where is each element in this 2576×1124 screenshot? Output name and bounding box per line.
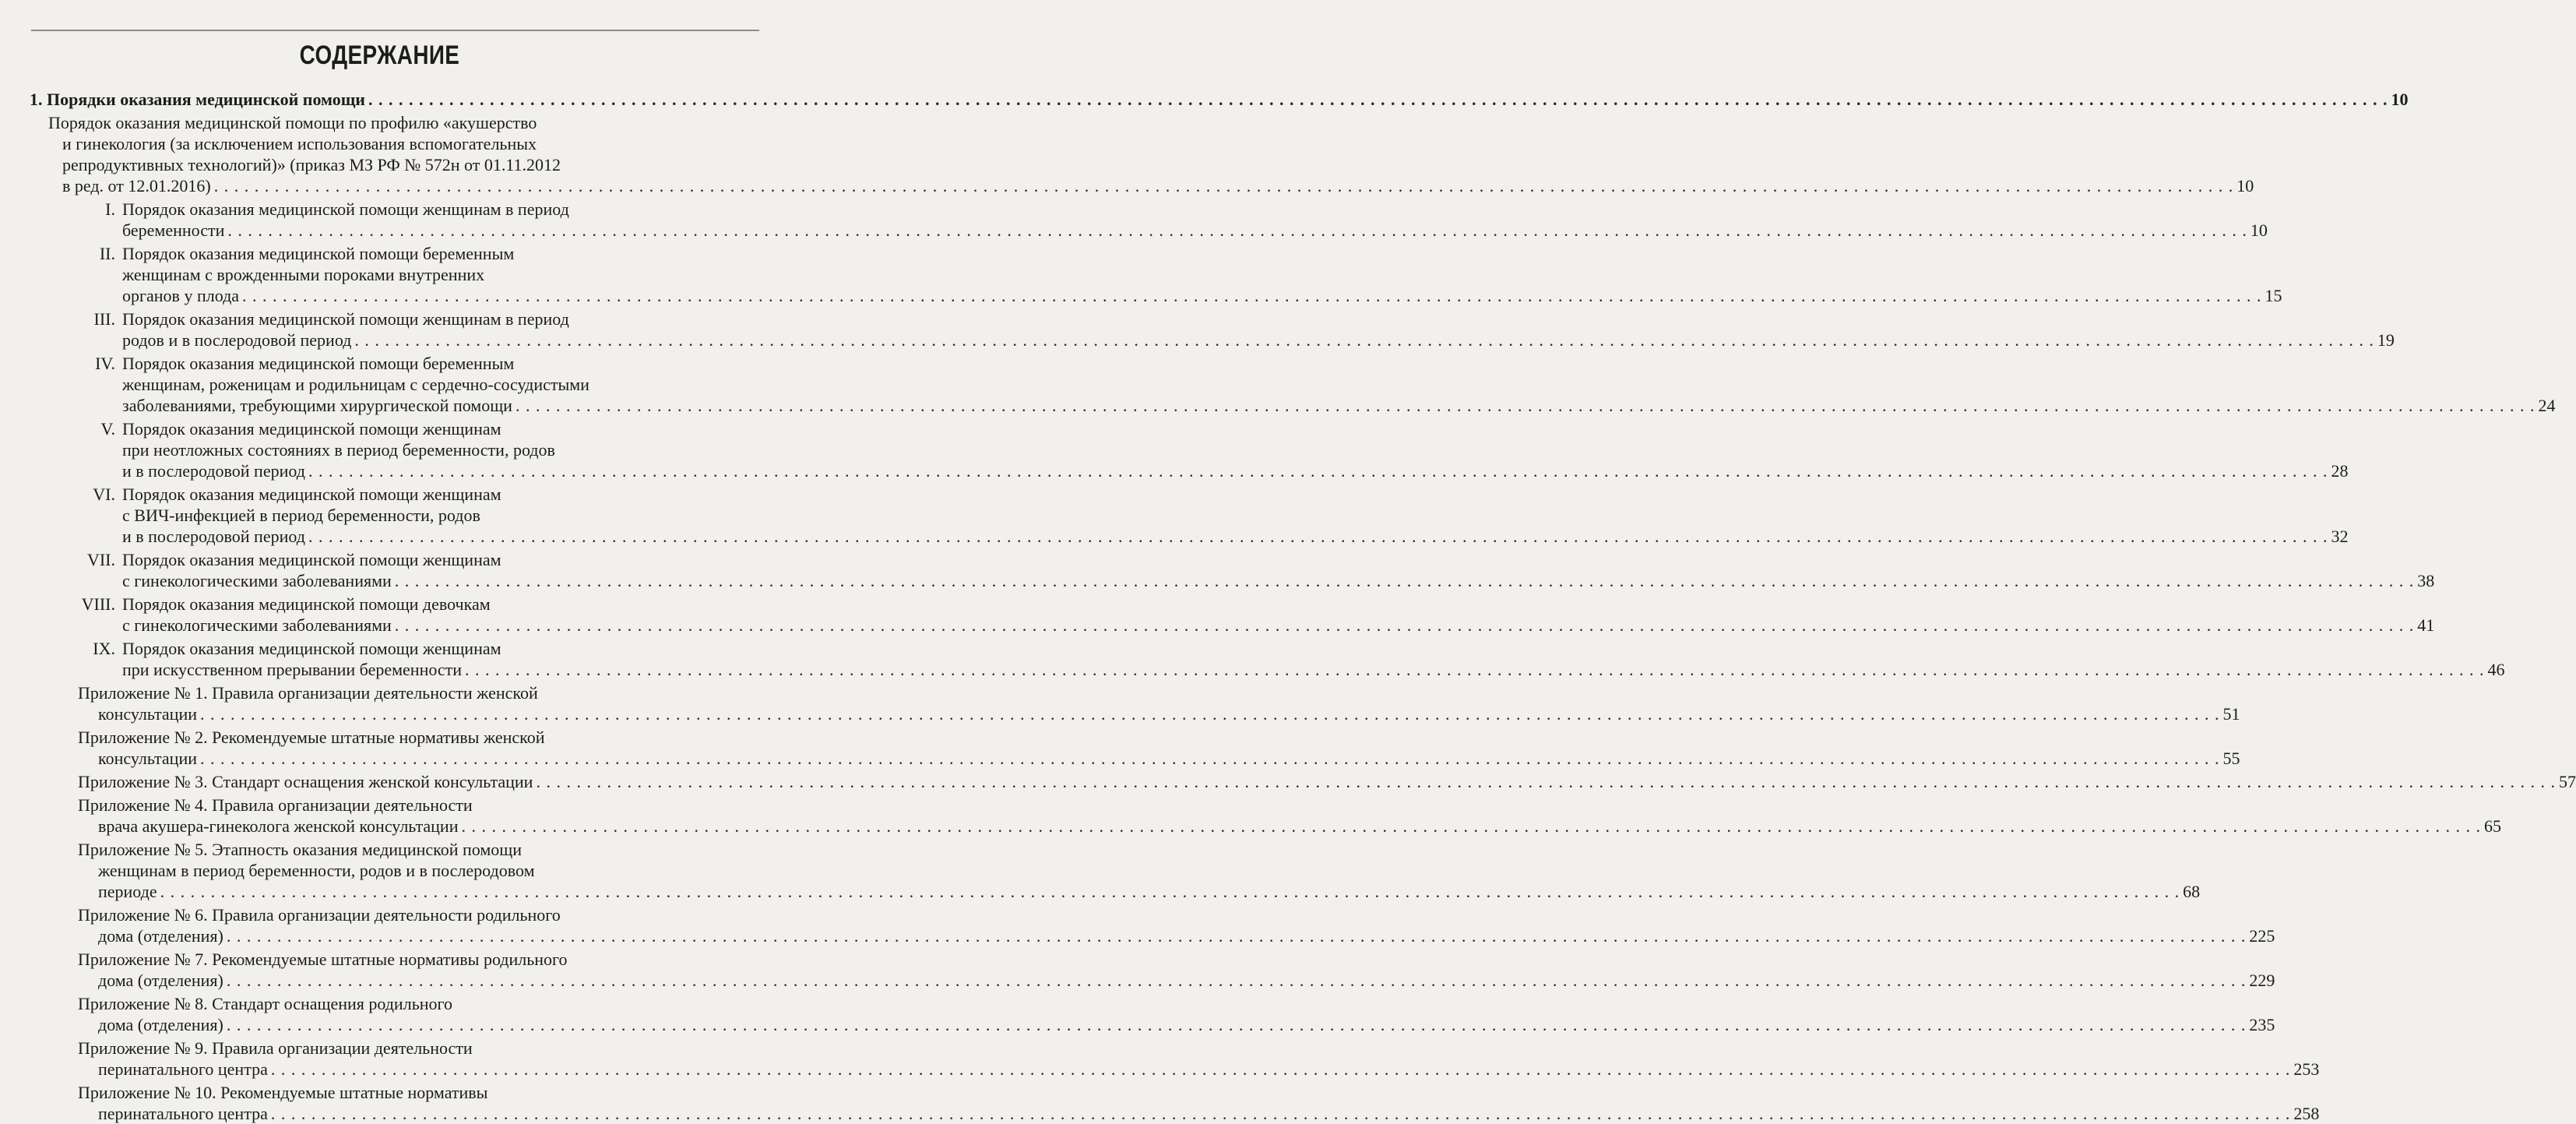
toc-page-number: 258 bbox=[2293, 1104, 2320, 1123]
toc-leader-dots: . . . . . . . . . . . . . . . . . . . . . . . . . . . . . . . . . . . . . . . . . . . . . . . . . . . . . . . . . . . . . . . . . . . . . . . . . . . . . . . . . . . . . . . . . . . . . . . . . . . . . . . . . . . . . . . . . . . . . . . . . . . . . . . . . . . . . . . . . . . . . . . . . . . . . . . . . . . . . . . . . . . . . . . . . . . . . . . . . . . . . . . . . . . . . . . . . . . . . . . . bbox=[200, 704, 2220, 724]
toc-page-number: 10 bbox=[2236, 176, 2254, 196]
toc-leader-dots: . . . . . . . . . . . . . . . . . . . . . . . . . . . . . . . . . . . . . . . . . . . . . . . . . . . . . . . . . . . . . . . . . . . . . . . . . . . . . . . . . . . . . . . . . . . . . . . . . . . . . . . . . . . . . . . . . . . . . . . . . . . . . . . . . . . . . . . . . . . . . . . . . . . . . . . . . . . . . . . . . . . . . . . . . . . . . . . . . . . . . . . . . . . . . . . . . . . . . . . . bbox=[515, 396, 2536, 415]
toc-entry-number: IV. bbox=[95, 354, 115, 373]
toc-entry bbox=[78, 771, 2576, 792]
toc-entry bbox=[0, 243, 2282, 306]
toc-entry-text: беременности bbox=[122, 220, 225, 240]
toc-entry-text: Приложение № 7. Рекомендуемые штатные нормативы родильного bbox=[78, 950, 568, 969]
toc-entry-text: женщинам в период беременности, родов и в послеродовом bbox=[98, 861, 535, 880]
toc-page-number: 32 bbox=[2331, 527, 2349, 546]
toc-entry-text: Порядок оказания медицинской помощи девочкам bbox=[122, 594, 491, 614]
toc-page-number: 235 bbox=[2249, 1015, 2275, 1034]
toc-entry-text: Порядок оказания медицинской помощи женщинам bbox=[122, 484, 501, 504]
toc-page-number: 10 bbox=[2391, 90, 2409, 109]
toc-entry-text: женщинам, роженицам и родильницам с сердечно-сосудистыми bbox=[122, 375, 589, 394]
toc-entry bbox=[78, 949, 2275, 991]
toc-leader-dots: . . . . . . . . . . . . . . . . . . . . . . . . . . . . . . . . . . . . . . . . . . . . . . . . . . . . . . . . . . . . . . . . . . . . . . . . . . . . . . . . . . . . . . . . . . . . . . . . . . . . . . . . . . . . . . . . . . . . . . . . . . . . . . . . . . . . . . . . . . . . . . . . . . . . . . . . . . . . . . . . . . . . . . . . . . . . . . . . . . . . . . . . . . . . . . . . . . . . . . . . bbox=[200, 749, 2220, 768]
toc-entry-text: с гинекологическими заболеваниями bbox=[122, 571, 392, 590]
toc-entry-text: родов и в послеродовой период bbox=[122, 330, 352, 350]
toc-entry-number: V. bbox=[100, 419, 115, 439]
toc-entry-text: Порядок оказания медицинской помощи по профилю «акушерство bbox=[48, 113, 537, 132]
toc-leader-dots: . . . . . . . . . . . . . . . . . . . . . . . . . . . . . . . . . . . . . . . . . . . . . . . . . . . . . . . . . . . . . . . . . . . . . . . . . . . . . . . . . . . . . . . . . . . . . . . . . . . . . . . . . . . . . . . . . . . . . . . . . . . . . . . . . . . . . . . . . . . . . . . . . . . . . . . . . . . . . . . . . . . . . . . . . . . . . . . . . . . . . . . . . . . . . . . . . . . . . . . . bbox=[270, 1059, 2291, 1079]
toc-entry-text: Приложение № 2. Рекомендуемые штатные нормативы женской bbox=[78, 728, 545, 747]
toc-entry-text: дома (отделения) bbox=[98, 1015, 223, 1034]
toc-entry-text: 1. Порядки оказания медицинской помощи bbox=[30, 90, 365, 109]
table-of-contents bbox=[0, 89, 2576, 1124]
toc-entry-text: в ред. от 12.01.2016) bbox=[62, 176, 211, 196]
toc-entry bbox=[0, 484, 2349, 547]
toc-entry-text: Приложение № 6. Правила организации деятельности родильного bbox=[78, 905, 561, 925]
toc-entry bbox=[78, 1038, 2320, 1080]
toc-leader-dots: . . . . . . . . . . . . . . . . . . . . . . . . . . . . . . . . . . . . . . . . . . . . . . . . . . . . . . . . . . . . . . . . . . . . . . . . . . . . . . . . . . . . . . . . . . . . . . . . . . . . . . . . . . . . . . . . . . . . . . . . . . . . . . . . . . . . . . . . . . . . . . . . . . . . . . . . . . . . . . . . . . . . . . . . . . . . . . . . . . . . . . . . . . . . . . . . . . . . . . . . bbox=[226, 926, 2247, 946]
toc-entry bbox=[78, 1082, 2320, 1124]
toc-entry-text: дома (отделения) bbox=[98, 971, 223, 990]
toc-page-number: 28 bbox=[2331, 461, 2349, 481]
toc-leader-dots: . . . . . . . . . . . . . . . . . . . . . . . . . . . . . . . . . . . . . . . . . . . . . . . . . . . . . . . . . . . . . . . . . . . . . . . . . . . . . . . . . . . . . . . . . . . . . . . . . . . . . . . . . . . . . . . . . . . . . . . . . . . . . . . . . . . . . . . . . . . . . . . . . . . . . . . . . . . . . . . . . . . . . . . . . . . . . . . . . . . . . . . . . . . . . . . . . . . . . . . . bbox=[226, 1015, 2247, 1034]
toc-entry-number: VII. bbox=[86, 550, 115, 569]
toc-entry-text: Приложение № 9. Правила организации деятельности bbox=[78, 1038, 473, 1058]
toc-leader-dots: . . . . . . . . . . . . . . . . . . . . . . . . . . . . . . . . . . . . . . . . . . . . . . . . . . . . . . . . . . . . . . . . . . . . . . . . . . . . . . . . . . . . . . . . . . . . . . . . . . . . . . . . . . . . . . . . . . . . . . . . . . . . . . . . . . . . . . . . . . . . . . . . . . . . . . . . . . . . . . . . . . . . . . . . . . . . . . . . . . . . . . . . . . . . . . . . . . . . . . . . bbox=[368, 90, 2388, 109]
toc-leader-dots: . . . . . . . . . . . . . . . . . . . . . . . . . . . . . . . . . . . . . . . . . . . . . . . . . . . . . . . . . . . . . . . . . . . . . . . . . . . . . . . . . . . . . . . . . . . . . . . . . . . . . . . . . . . . . . . . . . . . . . . . . . . . . . . . . . . . . . . . . . . . . . . . . . . . . . . . . . . . . . . . . . . . . . . . . . . . . . . . . . . . . . . . . . . . . . . . . . . . . . . . bbox=[536, 772, 2556, 791]
toc-page-number: 65 bbox=[2483, 816, 2501, 836]
toc-entry-text: Порядок оказания медицинской помощи женщинам bbox=[122, 419, 501, 439]
toc-entry bbox=[0, 418, 2349, 481]
toc-entry bbox=[0, 308, 2395, 351]
toc-entry-text: Порядок оказания медицинской помощи женщинам bbox=[122, 550, 501, 569]
toc-page-number: 24 bbox=[2538, 396, 2556, 415]
toc-entry-text: Порядок оказания медицинской помощи женщинам bbox=[122, 639, 501, 658]
toc-entry-text: Порядок оказания медицинской помощи женщинам в период bbox=[122, 309, 569, 329]
toc-entry-text: при искусственном прерывании беременности bbox=[122, 660, 463, 679]
toc-entry-text: и гинекология (за исключением использования вспомогательных bbox=[62, 134, 537, 153]
toc-entry-text: Приложение № 1. Правила организации деятельности женской bbox=[78, 683, 538, 703]
toc-leader-dots: . . . . . . . . . . . . . . . . . . . . . . . . . . . . . . . . . . . . . . . . . . . . . . . . . . . . . . . . . . . . . . . . . . . . . . . . . . . . . . . . . . . . . . . . . . . . . . . . . . . . . . . . . . . . . . . . . . . . . . . . . . . . . . . . . . . . . . . . . . . . . . . . . . . . . . . . . . . . . . . . . . . . . . . . . . . . . . . . . . . . . . . . . . . . . . . . . . . . . . . . bbox=[308, 527, 2328, 546]
toc-entry bbox=[78, 682, 2240, 724]
toc-page-number: 253 bbox=[2293, 1059, 2320, 1079]
toc-entry bbox=[78, 993, 2275, 1035]
toc-entry bbox=[78, 839, 2201, 902]
toc-entry-text: органов у плода bbox=[122, 286, 240, 305]
toc-leader-dots: . . . . . . . . . . . . . . . . . . . . . . . . . . . . . . . . . . . . . . . . . . . . . . . . . . . . . . . . . . . . . . . . . . . . . . . . . . . . . . . . . . . . . . . . . . . . . . . . . . . . . . . . . . . . . . . . . . . . . . . . . . . . . . . . . . . . . . . . . . . . . . . . . . . . . . . . . . . . . . . . . . . . . . . . . . . . . . . . . . . . . . . . . . . . . . . . . . . . . . . . bbox=[394, 571, 2415, 590]
toc-entry-number: I. bbox=[105, 199, 115, 219]
toc-entry-text: перинатального центра bbox=[98, 1059, 268, 1079]
toc-entry bbox=[0, 638, 2505, 680]
toc-leader-dots: . . . . . . . . . . . . . . . . . . . . . . . . . . . . . . . . . . . . . . . . . . . . . . . . . . . . . . . . . . . . . . . . . . . . . . . . . . . . . . . . . . . . . . . . . . . . . . . . . . . . . . . . . . . . . . . . . . . . . . . . . . . . . . . . . . . . . . . . . . . . . . . . . . . . . . . . . . . . . . . . . . . . . . . . . . . . . . . . . . . . . . . . . . . . . . . . . . . . . . . . bbox=[461, 816, 2481, 836]
toc-leader-dots: . . . . . . . . . . . . . . . . . . . . . . . . . . . . . . . . . . . . . . . . . . . . . . . . . . . . . . . . . . . . . . . . . . . . . . . . . . . . . . . . . . . . . . . . . . . . . . . . . . . . . . . . . . . . . . . . . . . . . . . . . . . . . . . . . . . . . . . . . . . . . . . . . . . . . . . . . . . . . . . . . . . . . . . . . . . . . . . . . . . . . . . . . . . . . . . . . . . . . . . . bbox=[227, 220, 2247, 240]
toc-entry-number: III. bbox=[93, 309, 115, 329]
toc-entry-text: с ВИЧ-инфекцией в период беременности, родов bbox=[122, 506, 480, 525]
toc-entry-text: и в послеродовой период bbox=[122, 527, 305, 546]
toc-entry-text: Приложение № 4. Правила организации деятельности bbox=[78, 795, 473, 815]
toc-leader-dots: . . . . . . . . . . . . . . . . . . . . . . . . . . . . . . . . . . . . . . . . . . . . . . . . . . . . . . . . . . . . . . . . . . . . . . . . . . . . . . . . . . . . . . . . . . . . . . . . . . . . . . . . . . . . . . . . . . . . . . . . . . . . . . . . . . . . . . . . . . . . . . . . . . . . . . . . . . . . . . . . . . . . . . . . . . . . . . . . . . . . . . . . . . . . . . . . . . . . . . . . bbox=[270, 1104, 2291, 1123]
header-rule bbox=[31, 30, 759, 31]
toc-entry-text: репродуктивных технологий)» (приказ МЗ РФ № 572н от 01.11.2012 bbox=[62, 155, 561, 174]
toc-leader-dots: . . . . . . . . . . . . . . . . . . . . . . . . . . . . . . . . . . . . . . . . . . . . . . . . . . . . . . . . . . . . . . . . . . . . . . . . . . . . . . . . . . . . . . . . . . . . . . . . . . . . . . . . . . . . . . . . . . . . . . . . . . . . . . . . . . . . . . . . . . . . . . . . . . . . . . . . . . . . . . . . . . . . . . . . . . . . . . . . . . . . . . . . . . . . . . . . . . . . . . . . bbox=[354, 330, 2374, 350]
toc-entry bbox=[48, 112, 2254, 196]
toc-page-number: 15 bbox=[2265, 286, 2282, 305]
toc-leader-dots: . . . . . . . . . . . . . . . . . . . . . . . . . . . . . . . . . . . . . . . . . . . . . . . . . . . . . . . . . . . . . . . . . . . . . . . . . . . . . . . . . . . . . . . . . . . . . . . . . . . . . . . . . . . . . . . . . . . . . . . . . . . . . . . . . . . . . . . . . . . . . . . . . . . . . . . . . . . . . . . . . . . . . . . . . . . . . . . . . . . . . . . . . . . . . . . . . . . . . . . . bbox=[160, 882, 2180, 901]
toc-entry-text: заболеваниями, требующими хирургической помощи bbox=[122, 396, 512, 415]
toc-page-number: 229 bbox=[2249, 971, 2275, 990]
toc-leader-dots: . . . . . . . . . . . . . . . . . . . . . . . . . . . . . . . . . . . . . . . . . . . . . . . . . . . . . . . . . . . . . . . . . . . . . . . . . . . . . . . . . . . . . . . . . . . . . . . . . . . . . . . . . . . . . . . . . . . . . . . . . . . . . . . . . . . . . . . . . . . . . . . . . . . . . . . . . . . . . . . . . . . . . . . . . . . . . . . . . . . . . . . . . . . . . . . . . . . . . . . . bbox=[213, 176, 2234, 196]
toc-entry-text: консультации bbox=[98, 704, 197, 724]
toc-entry-text: дома (отделения) bbox=[98, 926, 223, 946]
toc-entry-text: с гинекологическими заболеваниями bbox=[122, 615, 392, 635]
toc-entry-text: Приложение № 5. Этапность оказания медицинской помощи bbox=[78, 840, 522, 859]
toc-entry-number: II. bbox=[99, 244, 115, 263]
toc-entry bbox=[0, 549, 2435, 591]
toc-leader-dots: . . . . . . . . . . . . . . . . . . . . . . . . . . . . . . . . . . . . . . . . . . . . . . . . . . . . . . . . . . . . . . . . . . . . . . . . . . . . . . . . . . . . . . . . . . . . . . . . . . . . . . . . . . . . . . . . . . . . . . . . . . . . . . . . . . . . . . . . . . . . . . . . . . . . . . . . . . . . . . . . . . . . . . . . . . . . . . . . . . . . . . . . . . . . . . . . . . . . . . . . bbox=[242, 286, 2262, 305]
toc-entry-number: VIII. bbox=[81, 594, 115, 614]
toc-entry bbox=[0, 353, 2556, 416]
toc-page-number: 38 bbox=[2417, 571, 2435, 590]
toc-leader-dots: . . . . . . . . . . . . . . . . . . . . . . . . . . . . . . . . . . . . . . . . . . . . . . . . . . . . . . . . . . . . . . . . . . . . . . . . . . . . . . . . . . . . . . . . . . . . . . . . . . . . . . . . . . . . . . . . . . . . . . . . . . . . . . . . . . . . . . . . . . . . . . . . . . . . . . . . . . . . . . . . . . . . . . . . . . . . . . . . . . . . . . . . . . . . . . . . . . . . . . . . bbox=[226, 971, 2247, 990]
toc-entry-text: Порядок оказания медицинской помощи женщинам в период bbox=[122, 199, 569, 219]
toc-leader-dots: . . . . . . . . . . . . . . . . . . . . . . . . . . . . . . . . . . . . . . . . . . . . . . . . . . . . . . . . . . . . . . . . . . . . . . . . . . . . . . . . . . . . . . . . . . . . . . . . . . . . . . . . . . . . . . . . . . . . . . . . . . . . . . . . . . . . . . . . . . . . . . . . . . . . . . . . . . . . . . . . . . . . . . . . . . . . . . . . . . . . . . . . . . . . . . . . . . . . . . . . bbox=[308, 461, 2328, 481]
toc-entry-text: при неотложных состояниях в период беременности, родов bbox=[122, 440, 555, 460]
toc-page-number: 68 bbox=[2183, 882, 2201, 901]
toc-entry-text: врача акушера-гинеколога женской консультации bbox=[98, 816, 459, 836]
toc-entry bbox=[0, 199, 2268, 241]
toc-leader-dots: . . . . . . . . . . . . . . . . . . . . . . . . . . . . . . . . . . . . . . . . . . . . . . . . . . . . . . . . . . . . . . . . . . . . . . . . . . . . . . . . . . . . . . . . . . . . . . . . . . . . . . . . . . . . . . . . . . . . . . . . . . . . . . . . . . . . . . . . . . . . . . . . . . . . . . . . . . . . . . . . . . . . . . . . . . . . . . . . . . . . . . . . . . . . . . . . . . . . . . . . bbox=[394, 615, 2415, 635]
toc-entry-text: периоде bbox=[98, 882, 157, 901]
toc-entry-text: Порядок оказания медицинской помощи беременным bbox=[122, 354, 515, 373]
toc-entry-text: и в послеродовой период bbox=[122, 461, 305, 481]
toc-entry bbox=[78, 904, 2275, 946]
toc-entry bbox=[78, 727, 2240, 769]
toc-entry-text: Приложение № 8. Стандарт оснащения родильного bbox=[78, 994, 452, 1013]
toc-entry-number: VI. bbox=[93, 484, 115, 504]
toc-leader-dots: . . . . . . . . . . . . . . . . . . . . . . . . . . . . . . . . . . . . . . . . . . . . . . . . . . . . . . . . . . . . . . . . . . . . . . . . . . . . . . . . . . . . . . . . . . . . . . . . . . . . . . . . . . . . . . . . . . . . . . . . . . . . . . . . . . . . . . . . . . . . . . . . . . . . . . . . . . . . . . . . . . . . . . . . . . . . . . . . . . . . . . . . . . . . . . . . . . . . . . . . bbox=[465, 660, 2485, 679]
toc-entry-text: консультации bbox=[98, 749, 197, 768]
toc-entry-text: Приложение № 3. Стандарт оснащения женской консультации bbox=[78, 772, 533, 791]
toc-page-number: 57 bbox=[2558, 772, 2576, 791]
toc-entry bbox=[0, 594, 2435, 636]
toc-entry bbox=[30, 89, 2409, 110]
toc-entry-text: женщинам с врожденными пороками внутренних bbox=[122, 265, 485, 284]
toc-page-number: 19 bbox=[2377, 330, 2395, 350]
toc-page-number: 10 bbox=[2250, 220, 2268, 240]
page-title: СОДЕРЖАНИЕ bbox=[299, 41, 460, 70]
toc-entry-text: Порядок оказания медицинской помощи беременным bbox=[122, 244, 515, 263]
toc-entry-text: перинатального центра bbox=[98, 1104, 268, 1123]
toc-page-number: 51 bbox=[2222, 704, 2240, 724]
toc-entry bbox=[78, 795, 2501, 837]
toc-entry-text: Приложение № 10. Рекомендуемые штатные нормативы bbox=[78, 1083, 488, 1102]
toc-page-number: 55 bbox=[2222, 749, 2240, 768]
toc-page-number: 41 bbox=[2417, 615, 2435, 635]
toc-page-number: 46 bbox=[2487, 660, 2505, 679]
toc-page-number: 225 bbox=[2249, 926, 2275, 946]
toc-entry-number: IX. bbox=[93, 639, 115, 658]
